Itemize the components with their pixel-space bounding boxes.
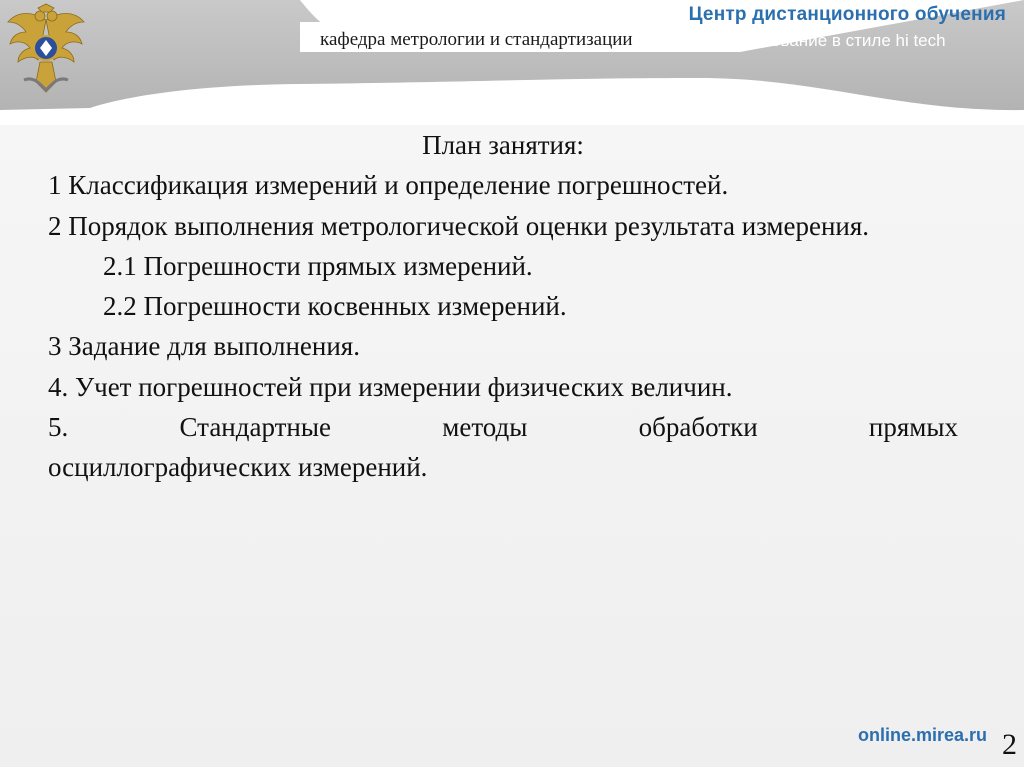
plan-item-5-word: прямых	[868, 412, 959, 443]
plan-item-2: 2 Порядок выполнения метрологической оценки результата измерения.	[48, 210, 870, 241]
plan-item-5-line-1	[48, 407, 958, 447]
center-title: Центр дистанционного обучения	[688, 4, 1006, 25]
department-title: кафедра метрологии и стандартизации	[320, 29, 633, 50]
tagline: бразование в стиле hi tech	[735, 31, 946, 50]
plan-item-5-line-2: осциллографических измерений.	[48, 452, 428, 483]
university-emblem-logo	[4, 2, 88, 98]
plan-heading: План занятия:	[422, 130, 584, 160]
plan-item-1: 1 Классификация измерений и определение погрешностей.	[48, 170, 729, 201]
plan-item-2-2: 2.2 Погрешности косвенных измерений.	[103, 291, 567, 322]
footer-url: online.mirea.ru	[858, 725, 988, 745]
plan-item-5-word: 5.	[48, 412, 69, 443]
plan-item-4: 4. Учет погрешностей при измерении физических величин.	[48, 371, 733, 402]
plan-item-2-1: 2.1 Погрешности прямых измерений.	[103, 250, 533, 281]
page-number: 2	[1002, 728, 1017, 761]
plan-item-5-word: обработки	[638, 412, 758, 443]
lesson-plan	[48, 125, 958, 488]
plan-item-5-word: Стандартные	[179, 412, 331, 443]
plan-item-3: 3 Задание для выполнения.	[48, 331, 360, 362]
plan-item-5-word: методы	[442, 412, 528, 443]
